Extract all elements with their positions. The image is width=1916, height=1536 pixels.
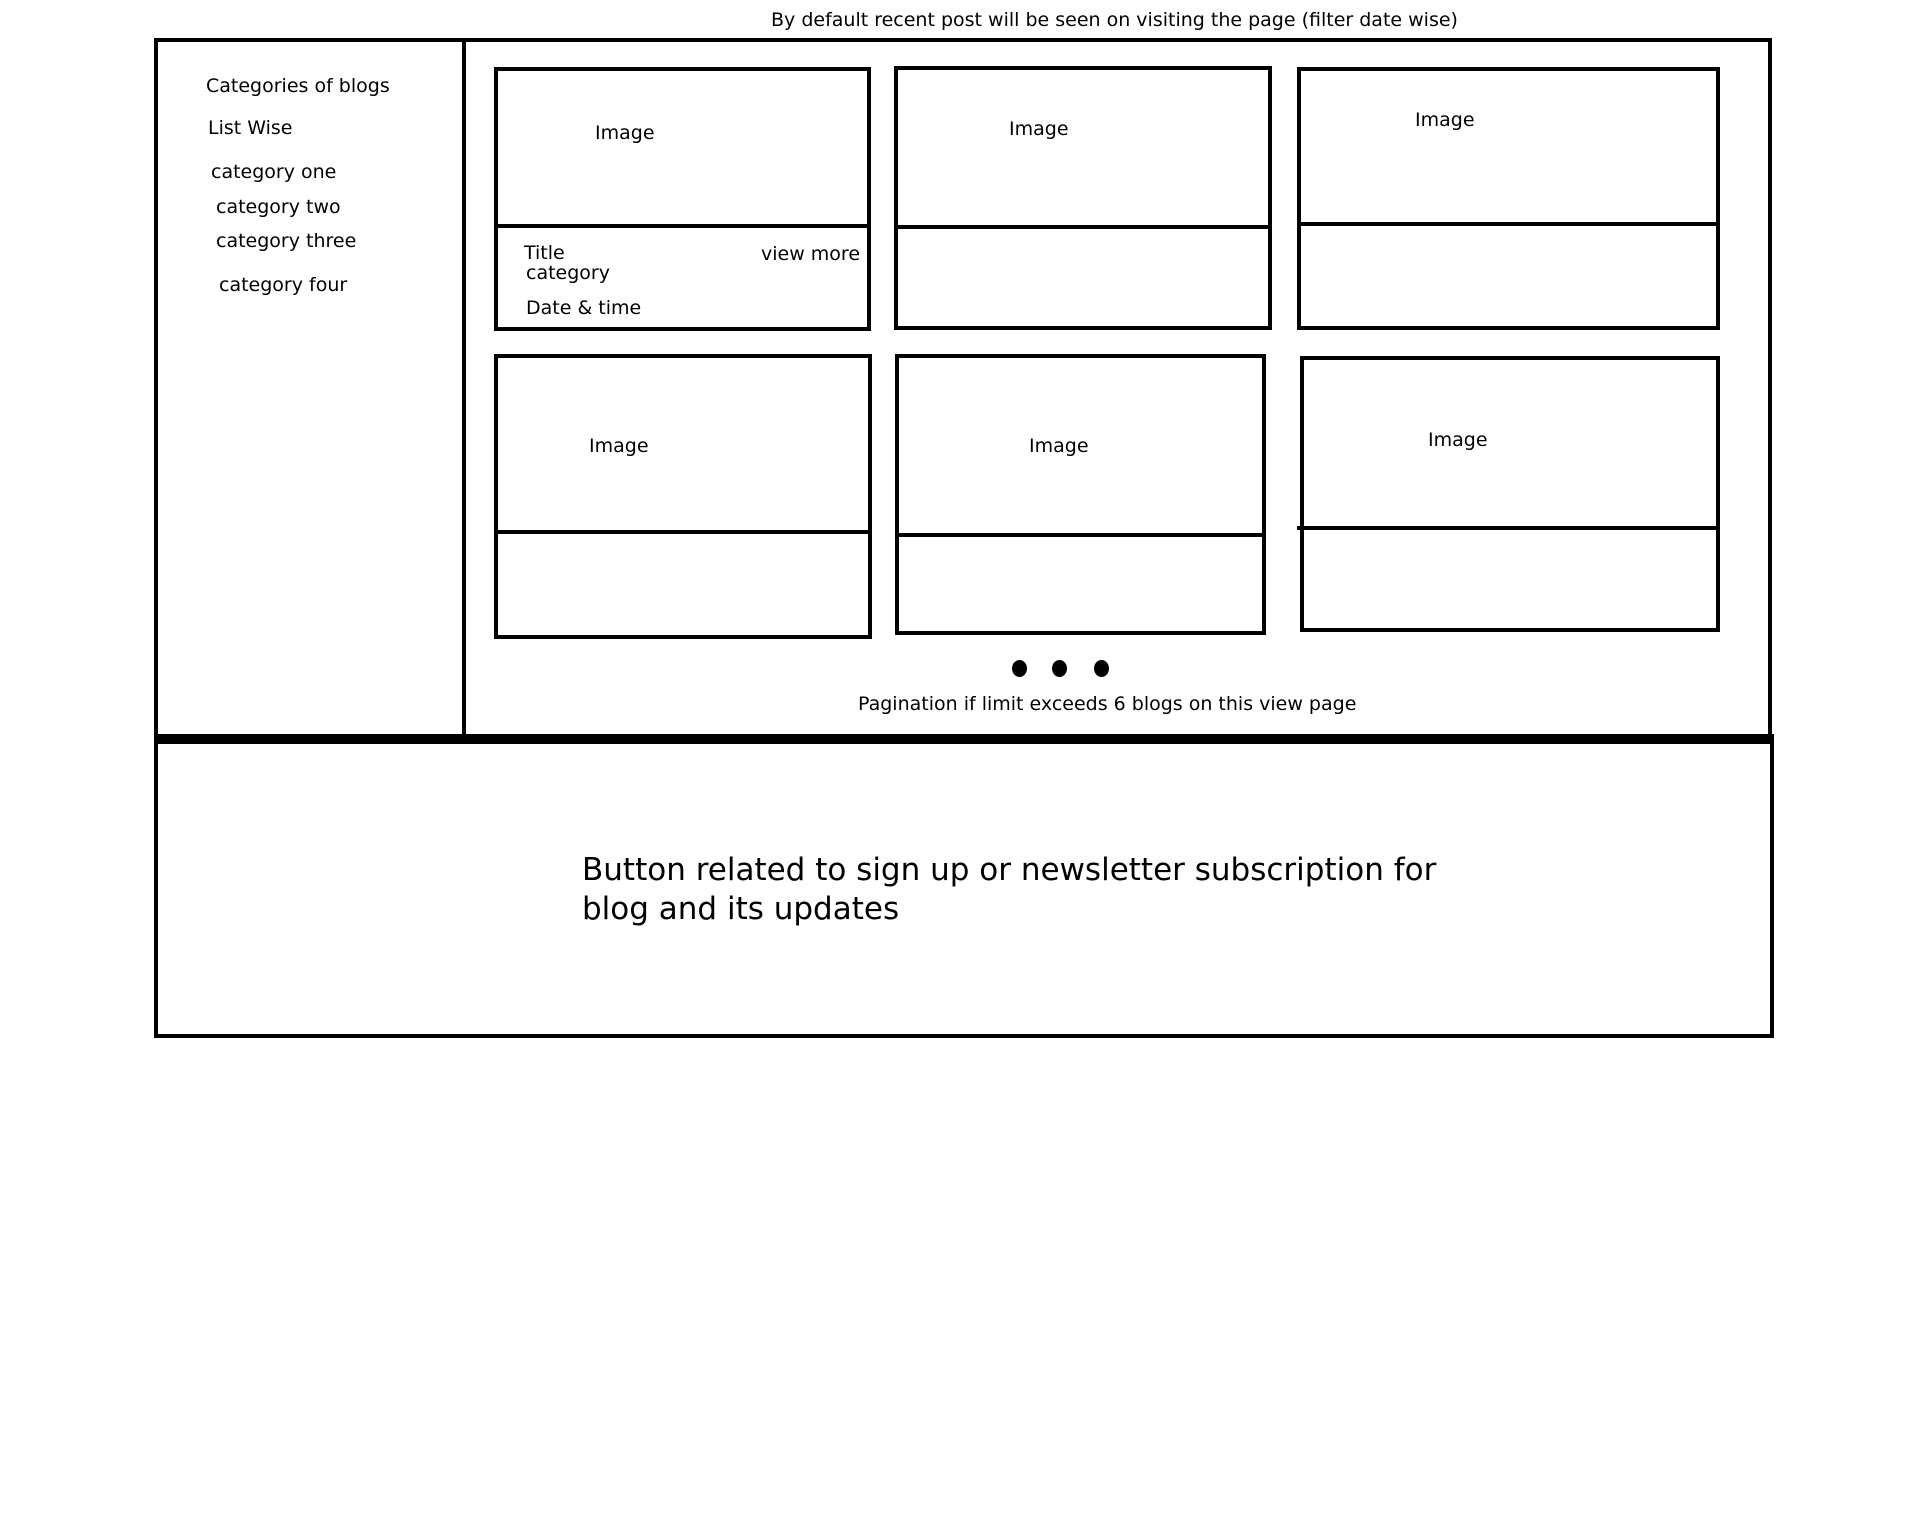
sidebar-subheading: List Wise	[208, 117, 293, 139]
card-frame	[494, 67, 871, 331]
card-divider	[494, 530, 872, 534]
pagination-dot[interactable]	[1012, 660, 1027, 677]
card-image-placeholder: Image	[1428, 429, 1488, 451]
card-frame	[1297, 67, 1720, 330]
pagination-dot[interactable]	[1094, 660, 1109, 677]
card-image-placeholder: Image	[1009, 118, 1069, 140]
sidebar-item-category-three[interactable]: category three	[216, 230, 357, 252]
card-divider	[894, 225, 1272, 229]
pagination-note: Pagination if limit exceeds 6 blogs on this view page	[858, 693, 1357, 715]
card-image-placeholder: Image	[595, 122, 655, 144]
card-image-placeholder: Image	[1415, 109, 1475, 131]
header-note: By default recent post will be seen on visiting the page (filter date wise)	[771, 9, 1458, 31]
sidebar-item-category-one[interactable]: category one	[211, 161, 337, 183]
card-frame	[1300, 356, 1720, 632]
card-divider	[1297, 526, 1720, 530]
card-title: Title	[524, 242, 565, 264]
view-more-link[interactable]: view more	[761, 243, 861, 265]
card-divider	[895, 533, 1266, 537]
card-image-placeholder: Image	[1029, 435, 1089, 457]
card-frame	[895, 354, 1266, 635]
sidebar-item-category-four[interactable]: category four	[219, 274, 348, 296]
card-frame	[494, 354, 872, 639]
newsletter-signup-button[interactable]: Button related to sign up or newsletter subscription for blog and its updates	[582, 852, 1437, 927]
sidebar-divider	[462, 40, 466, 740]
card-image-placeholder: Image	[589, 435, 649, 457]
card-frame	[894, 66, 1272, 330]
pagination-dot[interactable]	[1052, 660, 1067, 677]
card-datetime: Date & time	[526, 297, 642, 319]
card-divider	[494, 224, 871, 228]
sidebar-item-category-two[interactable]: category two	[216, 196, 341, 218]
card-divider	[1297, 222, 1720, 226]
card-category: category	[526, 262, 610, 284]
sidebar-heading: Categories of blogs	[206, 75, 390, 97]
